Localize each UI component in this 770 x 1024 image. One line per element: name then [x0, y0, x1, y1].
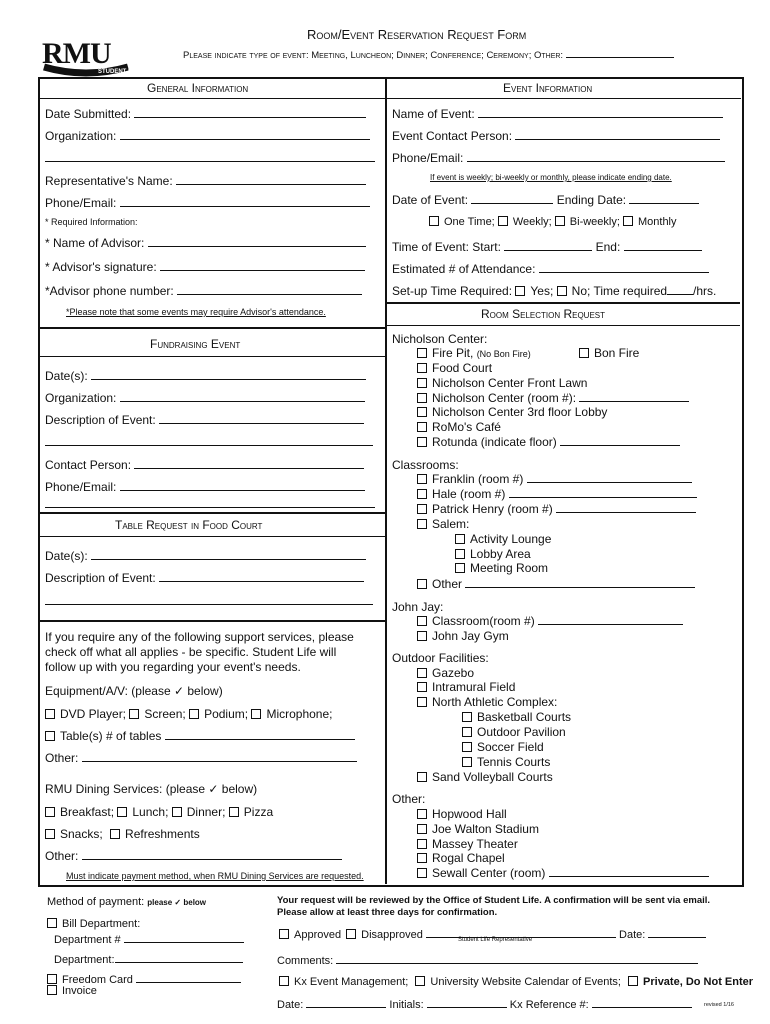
rogal-label: Rogal Chapel: [432, 851, 505, 865]
date-submitted-field[interactable]: [45, 107, 366, 121]
rotunda-item[interactable]: [417, 435, 680, 449]
svg-text:STUDENT LIFE: STUDENT LIFE: [98, 69, 141, 75]
department-number-field[interactable]: [54, 932, 244, 946]
setup-label: Set-up Time Required:: [392, 284, 513, 298]
soccer-item[interactable]: [462, 740, 544, 754]
setup-yes-label: Yes;: [530, 284, 554, 298]
setup-yes-checkbox[interactable]: [515, 286, 525, 296]
classroom-other-item[interactable]: [417, 577, 695, 591]
posting-options-row: [279, 976, 753, 988]
payment-method-note: Must indicate payment method, when RMU Dining Services are requested.: [66, 871, 364, 881]
john-jay-heading: John Jay:: [392, 600, 444, 614]
table-description-field[interactable]: [45, 571, 364, 585]
event-section-divider: [386, 302, 740, 304]
time-start-label: Time of Event: Start:: [392, 240, 501, 254]
review-note-line-2: Please allow at least three days for confirmation.: [277, 907, 498, 918]
event-contact-label: Event Contact Person:: [392, 129, 513, 143]
jj-gym-label: John Jay Gym: [432, 629, 509, 643]
disapproved-checkbox[interactable]: [346, 929, 356, 939]
advisor-phone-field[interactable]: [45, 284, 362, 298]
tables-checkbox[interactable]: [45, 731, 55, 741]
basketball-item[interactable]: [462, 710, 571, 724]
massey-item[interactable]: [417, 837, 518, 851]
one-time-label: One Time;: [444, 216, 495, 228]
north-athletic-label: North Athletic Complex:: [432, 695, 558, 709]
romo-cafe-item[interactable]: [417, 420, 501, 434]
invoice-label: Invoice: [62, 985, 97, 997]
bonfire-item[interactable]: [579, 346, 639, 360]
payment-method-heading: [47, 896, 206, 908]
entry-date-label: Date:: [277, 999, 304, 1011]
massey-label: Massey Theater: [432, 837, 518, 851]
hrs-label: /hrs.: [693, 284, 717, 298]
review-note-line-1: Your request will be reviewed by the Office of Student Life. A confirmation will be sent via email.: [277, 895, 711, 906]
event-phone-label: Phone/Email:: [392, 151, 464, 165]
event-type-prompt: [183, 47, 674, 61]
franklin-item[interactable]: [417, 472, 692, 486]
advisor-attendance-note: *Please note that some events may require Advisor's attendance.: [66, 307, 326, 317]
comments-field[interactable]: [277, 953, 698, 967]
calendar-checkbox[interactable]: [415, 976, 425, 986]
intramural-item[interactable]: [417, 680, 515, 694]
event-contact-field[interactable]: [392, 129, 720, 143]
table-description-line-2[interactable]: [45, 594, 373, 608]
frequency-row: [429, 216, 677, 228]
snacks-checkbox[interactable]: [45, 829, 55, 839]
dinner-checkbox[interactable]: [172, 807, 182, 817]
fundraising-dates-label: Date(s):: [45, 369, 88, 383]
event-name-label: Name of Event:: [392, 107, 475, 121]
av-other-label: Other:: [45, 751, 79, 765]
table-section-divider: [39, 620, 385, 622]
comments-label: Comments:: [277, 955, 334, 967]
hopwood-label: Hopwood Hall: [432, 807, 507, 821]
weekly-label: Weekly;: [512, 216, 552, 228]
date-submitted-label: Date Submitted:: [45, 107, 132, 121]
nicholson-room-label: Nicholson Center (room #):: [432, 391, 577, 405]
fundraising-contact-label: Contact Person:: [45, 458, 132, 472]
approval-date-label: Date:: [619, 929, 646, 941]
dinner-label: Dinner;: [186, 805, 226, 819]
date-of-event-field[interactable]: [392, 193, 699, 207]
dining-options-row-2: [45, 827, 200, 841]
time-of-event-field[interactable]: [392, 240, 702, 254]
av-other-field[interactable]: [45, 751, 357, 765]
bill-department-label: Bill Department:: [62, 918, 141, 930]
frontlawn-label: Nicholson Center Front Lawn: [432, 376, 588, 390]
tennis-label: Tennis Courts: [477, 755, 551, 769]
kx-reference-label: Kx Reference #:: [509, 999, 589, 1011]
patrick-henry-item[interactable]: [417, 502, 696, 516]
revision-note: revised 1/16: [704, 1002, 734, 1008]
rmu-student-life-logo: [40, 37, 141, 77]
firepit-note: (No Bon Fire): [476, 349, 531, 359]
time-end-label: End:: [595, 240, 621, 254]
required-info-note: * Required Information:: [45, 217, 138, 227]
salem-item[interactable]: [417, 517, 469, 531]
advisor-signature-label: * Advisor's signature:: [45, 260, 157, 274]
hale-label: Hale (room #): [432, 487, 506, 501]
private-checkbox[interactable]: [628, 976, 638, 986]
fundraising-description-label: Description of Event:: [45, 413, 156, 427]
dvd-label: DVD Player;: [60, 707, 127, 721]
jj-classroom-item[interactable]: [417, 614, 683, 628]
advisor-name-field[interactable]: [45, 236, 366, 250]
bonfire-label: Bon Fire: [594, 346, 640, 360]
lunch-label: Lunch;: [132, 805, 169, 819]
activity-lounge-label: Activity Lounge: [470, 532, 552, 546]
approval-date-line[interactable]: [648, 927, 706, 938]
breakfast-checkbox[interactable]: [45, 807, 55, 817]
sewall-item[interactable]: [417, 866, 709, 880]
table-dates-label: Date(s):: [45, 549, 88, 563]
table-request-heading-divider: [39, 536, 385, 537]
date-of-event-label: Date of Event:: [392, 193, 469, 207]
table-description-label: Description of Event:: [45, 571, 156, 585]
foodcourt-label: Food Court: [432, 361, 493, 375]
tables-label: Table(s) # of tables: [60, 729, 162, 743]
advisor-name-label: * Name of Advisor:: [45, 236, 145, 250]
lobby-area-label: Lobby Area: [470, 547, 531, 561]
form-title: Room/Event Reservation Request Form: [307, 27, 527, 42]
table-dates-field[interactable]: [45, 549, 366, 563]
screen-label: Screen;: [144, 707, 186, 721]
volleyball-item[interactable]: [417, 770, 553, 784]
volleyball-label: Sand Volleyball Courts: [432, 770, 553, 784]
initials-line[interactable]: [427, 997, 507, 1008]
fundraising-contact-field[interactable]: [45, 458, 364, 472]
dining-other-label: Other:: [45, 849, 79, 863]
biweekly-checkbox[interactable]: [555, 216, 565, 226]
third-floor-lobby-label: Nicholson Center 3rd floor Lobby: [432, 405, 608, 419]
romo-cafe-label: RoMo's Café: [432, 420, 501, 434]
event-name-field[interactable]: [392, 107, 723, 121]
monthly-label: Monthly: [637, 216, 677, 228]
pavilion-label: Outdoor Pavilion: [477, 725, 566, 739]
lunch-checkbox[interactable]: [117, 807, 127, 817]
fundraising-phone-field[interactable]: [45, 480, 365, 494]
organization-field[interactable]: [45, 129, 370, 143]
organization-line-2[interactable]: [45, 151, 375, 165]
phone-email-label: Phone/Email:: [45, 196, 117, 210]
representative-caption: Student Life Representative: [458, 937, 533, 943]
support-intro-line-3: follow up with you regarding your event's needs.: [45, 660, 301, 674]
refreshments-checkbox[interactable]: [110, 829, 120, 839]
bill-department-item[interactable]: [47, 918, 140, 930]
firepit-label: Fire Pit,: [432, 346, 474, 360]
podium-checkbox[interactable]: [189, 709, 199, 719]
kx-reference-line[interactable]: [592, 997, 692, 1008]
fundraising-line-end: [45, 507, 375, 508]
payment-method-label: Method of payment:: [47, 896, 145, 908]
column-divider: [385, 78, 387, 884]
rep-name-label: Representative's Name:: [45, 174, 173, 188]
tables-row: [45, 729, 355, 743]
advisor-signature-field[interactable]: [45, 260, 365, 274]
tables-count-line[interactable]: [165, 729, 355, 740]
kx-checkbox[interactable]: [279, 976, 289, 986]
stadium-label: Joe Walton Stadium: [432, 822, 539, 836]
other-facilities-heading: Other:: [392, 792, 426, 806]
private-label: Private, Do Not Enter: [643, 976, 754, 988]
svg-text:RMU: RMU: [42, 37, 111, 70]
room-selection-heading: Room Selection Request: [481, 307, 606, 321]
soccer-label: Soccer Field: [477, 740, 544, 754]
salem-label: Salem:: [432, 517, 470, 531]
breakfast-label: Breakfast;: [60, 805, 115, 819]
fundraising-org-field[interactable]: [45, 391, 365, 405]
dining-other-field[interactable]: [45, 849, 342, 863]
basketball-label: Basketball Courts: [477, 710, 572, 724]
weekly-checkbox[interactable]: [498, 216, 508, 226]
dining-options-row: [45, 805, 273, 819]
disapproved-label: Disapproved: [361, 929, 423, 941]
classroom-other-label: Other: [432, 577, 463, 591]
support-intro-line-1: If you require any of the following support services, please: [45, 630, 354, 644]
hale-item[interactable]: [417, 487, 697, 501]
fundraising-org-label: Organization:: [45, 391, 117, 405]
rogal-item[interactable]: [417, 851, 505, 865]
freedom-card-label: Freedom Card: [62, 974, 133, 986]
microphone-label: Microphone;: [266, 707, 333, 721]
dvd-checkbox[interactable]: [45, 709, 55, 719]
general-info-heading: General Information: [147, 81, 249, 95]
kx-label: Kx Event Management;: [294, 976, 409, 988]
entry-date-line[interactable]: [306, 997, 386, 1008]
pavilion-item[interactable]: [462, 725, 566, 739]
pizza-label: Pizza: [243, 805, 274, 819]
one-time-checkbox[interactable]: [429, 216, 439, 226]
nicholson-heading: Nicholson Center:: [392, 332, 488, 346]
microphone-checkbox[interactable]: [251, 709, 261, 719]
fundraising-phone-label: Phone/Email:: [45, 480, 117, 494]
jj-classroom-label: Classroom(room #): [432, 614, 535, 628]
setup-no-label: No; Time required: [571, 284, 668, 298]
approved-label: Approved: [294, 929, 342, 941]
department-label: Department:: [54, 954, 115, 966]
table-request-heading: Table Request in Food Court: [115, 518, 263, 532]
dining-label: RMU Dining Services: (please ✓ below): [45, 782, 258, 796]
av-options-row: [45, 707, 333, 721]
initials-label: Initials:: [389, 999, 424, 1011]
calendar-label: University Website Calendar of Events;: [430, 976, 621, 988]
frontlawn-item[interactable]: [417, 376, 587, 390]
ending-date-label: Ending Date:: [556, 193, 627, 207]
firepit-item[interactable]: [417, 346, 531, 360]
screen-checkbox[interactable]: [129, 709, 139, 719]
biweekly-label: Bi-weekly;: [569, 216, 620, 228]
gazebo-item[interactable]: [417, 666, 474, 680]
north-athletic-item[interactable]: [417, 695, 557, 709]
fundraising-heading: Fundraising Event: [150, 337, 241, 351]
room-heading-divider: [386, 325, 740, 326]
snacks-label: Snacks;: [60, 827, 103, 841]
equipment-av-label: Equipment/A/V: (please ✓ below): [45, 684, 223, 698]
stadium-item[interactable]: [417, 822, 539, 836]
freedom-card-item[interactable]: [47, 972, 241, 986]
event-info-heading: Event Information: [503, 81, 593, 95]
franklin-label: Franklin (room #): [432, 472, 524, 486]
header-row-divider: [39, 98, 741, 99]
activity-lounge-item[interactable]: [455, 532, 551, 546]
jj-gym-item[interactable]: [417, 629, 509, 643]
office-entry-row: [277, 997, 692, 1011]
payment-method-hint: please ✓ below: [147, 898, 207, 907]
fundraising-description-field[interactable]: [45, 413, 364, 427]
weekly-ending-note: If event is weekly; bi-weekly or monthly, please indicate ending date.: [430, 173, 672, 182]
attendance-field[interactable]: [392, 262, 709, 276]
event-type-other-line[interactable]: [566, 47, 674, 58]
organization-label: Organization:: [45, 129, 117, 143]
intramural-label: Intramural Field: [432, 680, 516, 694]
setup-no-checkbox[interactable]: [557, 286, 567, 296]
fundraising-dates-field[interactable]: [45, 369, 366, 383]
sewall-label: Sewall Center (room): [432, 866, 546, 880]
meeting-room-item[interactable]: [455, 561, 548, 575]
nicholson-room-item[interactable]: [417, 391, 689, 405]
fundraising-heading-divider: [39, 356, 385, 357]
hopwood-item[interactable]: [417, 807, 507, 821]
advisor-phone-label: *Advisor phone number:: [45, 284, 174, 298]
event-phone-field[interactable]: [392, 151, 725, 165]
rotunda-label: Rotunda (indicate floor): [432, 435, 557, 449]
classrooms-heading: Classrooms:: [392, 458, 459, 472]
patrick-henry-label: Patrick Henry (room #): [432, 502, 553, 516]
phone-email-field[interactable]: [45, 196, 370, 210]
event-type-label: Please indicate type of event: Meeting, Luncheon; Dinner; Conference; Ceremony; Other:: [183, 50, 564, 61]
attendance-label: Estimated # of Attendance:: [392, 262, 536, 276]
fundraising-description-line-2[interactable]: [45, 435, 373, 449]
approved-checkbox[interactable]: [279, 929, 289, 939]
tennis-item[interactable]: [462, 755, 550, 769]
lobby-area-item[interactable]: [455, 547, 531, 561]
pizza-checkbox[interactable]: [229, 807, 239, 817]
monthly-checkbox[interactable]: [623, 216, 633, 226]
refreshments-label: Refreshments: [125, 827, 200, 841]
rep-name-field[interactable]: [45, 174, 366, 188]
third-floor-lobby-item[interactable]: [417, 405, 607, 419]
general-section-divider: [39, 327, 385, 329]
meeting-room-label: Meeting Room: [470, 561, 549, 575]
foodcourt-item[interactable]: [417, 361, 492, 375]
invoice-item[interactable]: [47, 985, 97, 997]
fundraising-section-divider: [39, 512, 385, 514]
department-field[interactable]: [54, 952, 243, 966]
podium-label: Podium;: [204, 707, 249, 721]
support-intro-line-2: check off what all applies - be specific. Student Life will: [45, 645, 337, 659]
department-number-label: Department #: [54, 934, 121, 946]
outdoor-heading: Outdoor Facilities:: [392, 651, 489, 665]
gazebo-label: Gazebo: [432, 666, 475, 680]
setup-time-field[interactable]: [392, 284, 716, 298]
